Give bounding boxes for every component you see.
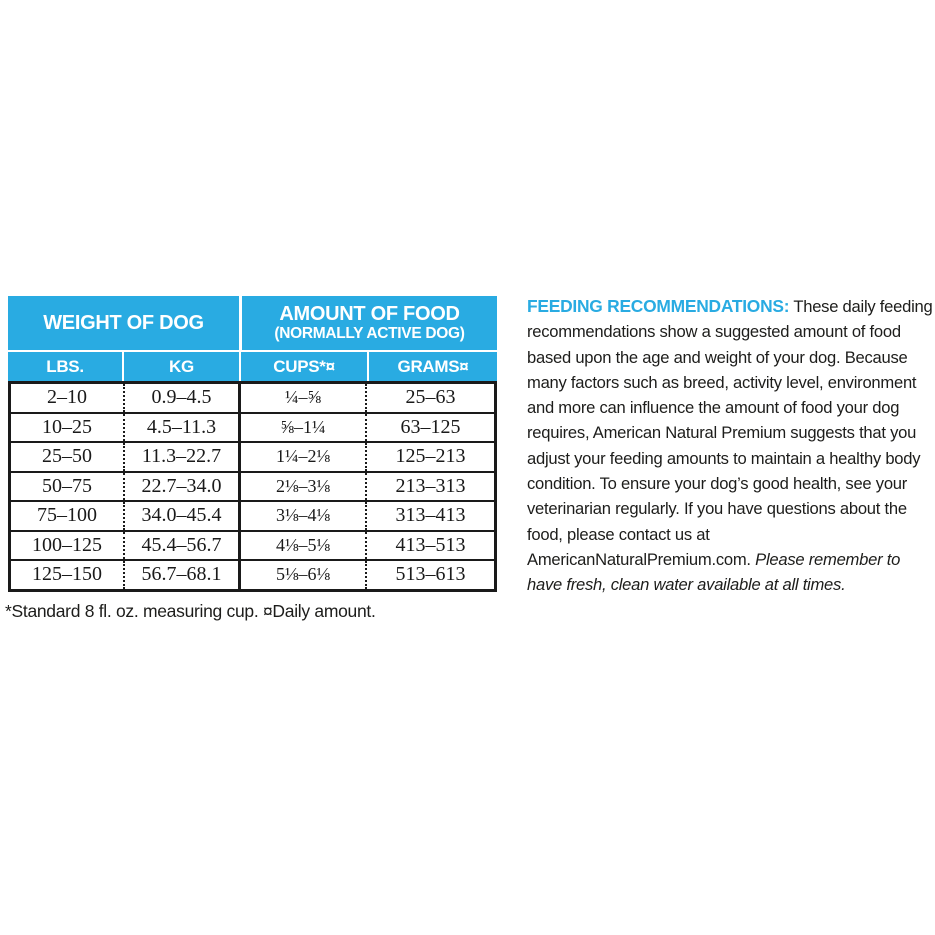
header-amount-label: AMOUNT OF FOOD — [279, 303, 460, 325]
cell-kg: 34.0–45.4 — [125, 502, 241, 530]
cell-lbs: 2–10 — [11, 384, 125, 412]
cell-lbs: 25–50 — [11, 443, 125, 471]
cell-kg: 22.7–34.0 — [125, 473, 241, 501]
cell-cups: 4⅛–5⅛ — [241, 532, 367, 560]
cell-cups: 2⅛–3⅛ — [241, 473, 367, 501]
column-header-grams: GRAMS¤ — [369, 352, 497, 381]
cell-grams: 413–513 — [395, 533, 466, 556]
column-header-cups: CUPS*¤ — [241, 352, 367, 381]
feeding-recommendations-text — [527, 294, 935, 598]
cell-grams: 63–125 — [400, 415, 461, 438]
cell-cups: ⅝–1¼ — [241, 414, 367, 442]
cell-cups: ¼–⅝ — [241, 384, 367, 412]
cell-cups: 5⅛–6⅛ — [241, 561, 367, 589]
cell-lbs: 50–75 — [11, 473, 125, 501]
header-amount-of-food — [242, 296, 497, 350]
table-header-groups — [8, 296, 497, 350]
header-amount-sublabel: (NORMALLY ACTIVE DOG) — [274, 325, 465, 342]
table-body — [8, 381, 497, 592]
cell-lbs: 100–125 — [11, 532, 125, 560]
cell-grams: 513–613 — [395, 563, 466, 586]
table-row — [11, 384, 494, 414]
cell-grams: 213–313 — [395, 474, 466, 497]
table-row — [11, 414, 494, 444]
cell-grams: 125–213 — [395, 445, 466, 468]
cell-kg: 45.4–56.7 — [125, 532, 241, 560]
feeding-table — [8, 296, 497, 592]
recommendations-body: These daily feeding recommendations show a suggested amount of food based upon the age and weight of your dog. Because many factors such as breed, activity level, environment and more can influence the amount of food your dog requires, American Natural Premium suggests that you adjust your feeding amounts to maintain a healthy body condition. To ensure your dog’s good health, see your veterinarian regularly. If you have questions about the food, please contact us at AmericanNaturalPremium.com. — [527, 297, 933, 569]
table-row — [11, 561, 494, 589]
table-row — [11, 443, 494, 473]
header-weight-of-dog — [8, 296, 239, 350]
recommendations-water-note: Please remember to have fresh, clean water available at all times. — [527, 549, 901, 595]
column-header-lbs: LBS. — [8, 352, 122, 381]
table-column-headers — [8, 352, 497, 381]
table-row — [11, 502, 494, 532]
footnote-measuring-cup: *Standard 8 fl. oz. measuring cup. — [5, 601, 259, 621]
cell-grams: 25–63 — [405, 386, 456, 409]
cell-grams: 313–413 — [395, 504, 466, 527]
cell-kg: 4.5–11.3 — [125, 414, 241, 442]
cell-lbs: 10–25 — [11, 414, 125, 442]
cell-lbs: 75–100 — [11, 502, 125, 530]
recommendations-heading: FEEDING RECOMMENDATIONS: — [527, 296, 790, 316]
table-row — [11, 532, 494, 562]
table-footnotes — [5, 601, 500, 627]
column-header-kg: KG — [124, 352, 239, 381]
table-row — [11, 473, 494, 503]
cell-cups: 1¼–2⅛ — [241, 443, 367, 471]
cell-kg: 0.9–4.5 — [125, 384, 241, 412]
cell-lbs: 125–150 — [11, 561, 125, 589]
header-weight-label: WEIGHT OF DOG — [43, 311, 204, 334]
footnote-daily-amount: ¤Daily amount. — [263, 601, 376, 621]
cell-kg: 56.7–68.1 — [125, 561, 241, 589]
cell-kg: 11.3–22.7 — [125, 443, 241, 471]
cell-cups: 3⅛–4⅛ — [241, 502, 367, 530]
